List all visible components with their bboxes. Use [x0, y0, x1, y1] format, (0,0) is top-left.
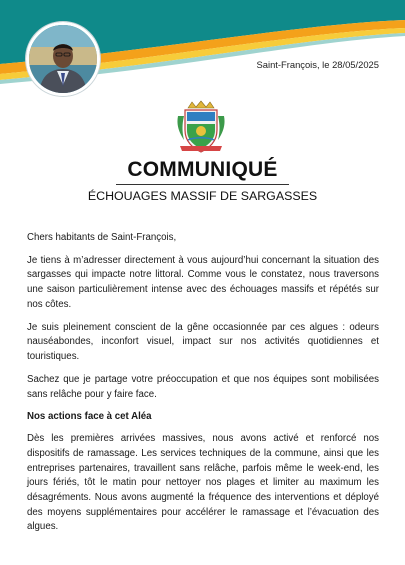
- section-heading: Nos actions face à cet Aléa: [27, 411, 152, 423]
- paragraph: Je suis pleinement conscient de la gêne occasionnée par ces algues : odeurs nauséabondes, inconfort visuel, impact sur nos activités quotidiennes et touristiques.: [27, 321, 379, 363]
- page-subtitle: ÉCHOUAGES MASSIF DE SARGASSES: [87, 189, 318, 203]
- greeting: Chers habitants de Saint-François,: [27, 232, 177, 243]
- date-line: Saint-François, le 28/05/2025: [256, 59, 379, 70]
- paragraph: Sachez que je partage votre préoccupation et que nos équipes sont mobilisées sans relâche pour y faire face.: [27, 373, 379, 400]
- portrait-photo-icon: [29, 25, 97, 93]
- paragraph: Dès les premières arrivées massives, nous avons activé et renforcé nos dispositifs de ramassage. Les services techniques de la commune, ainsi que les entreprises partenaires, travaillent sans relâche, parfois même le week-end, les jours fériés, tôt le matin pour nettoyer nos plages et limiter au maximum les désagréments. Nous avons augmenté la fréquence des interventions et déployé des moyens supplémentaires pour accélérer le ramassage et l’évacuation des algues.: [27, 433, 379, 533]
- letter-body: [27, 231, 379, 543]
- page-title: COMMUNIQUÉ: [127, 158, 278, 181]
- mayor-portrait: [26, 22, 100, 96]
- municipal-coat-of-arms-icon: [176, 100, 226, 156]
- title-underline: [116, 184, 289, 185]
- paragraph: Je tiens à m’adresser directement à vous aujourd’hui concernant la situation des sargasses qui impacte notre littoral. Comme vous le constatez, nous traversons une saison particulièrement intense avec des échouages massifs et répétés sur nos côtes.: [27, 254, 379, 310]
